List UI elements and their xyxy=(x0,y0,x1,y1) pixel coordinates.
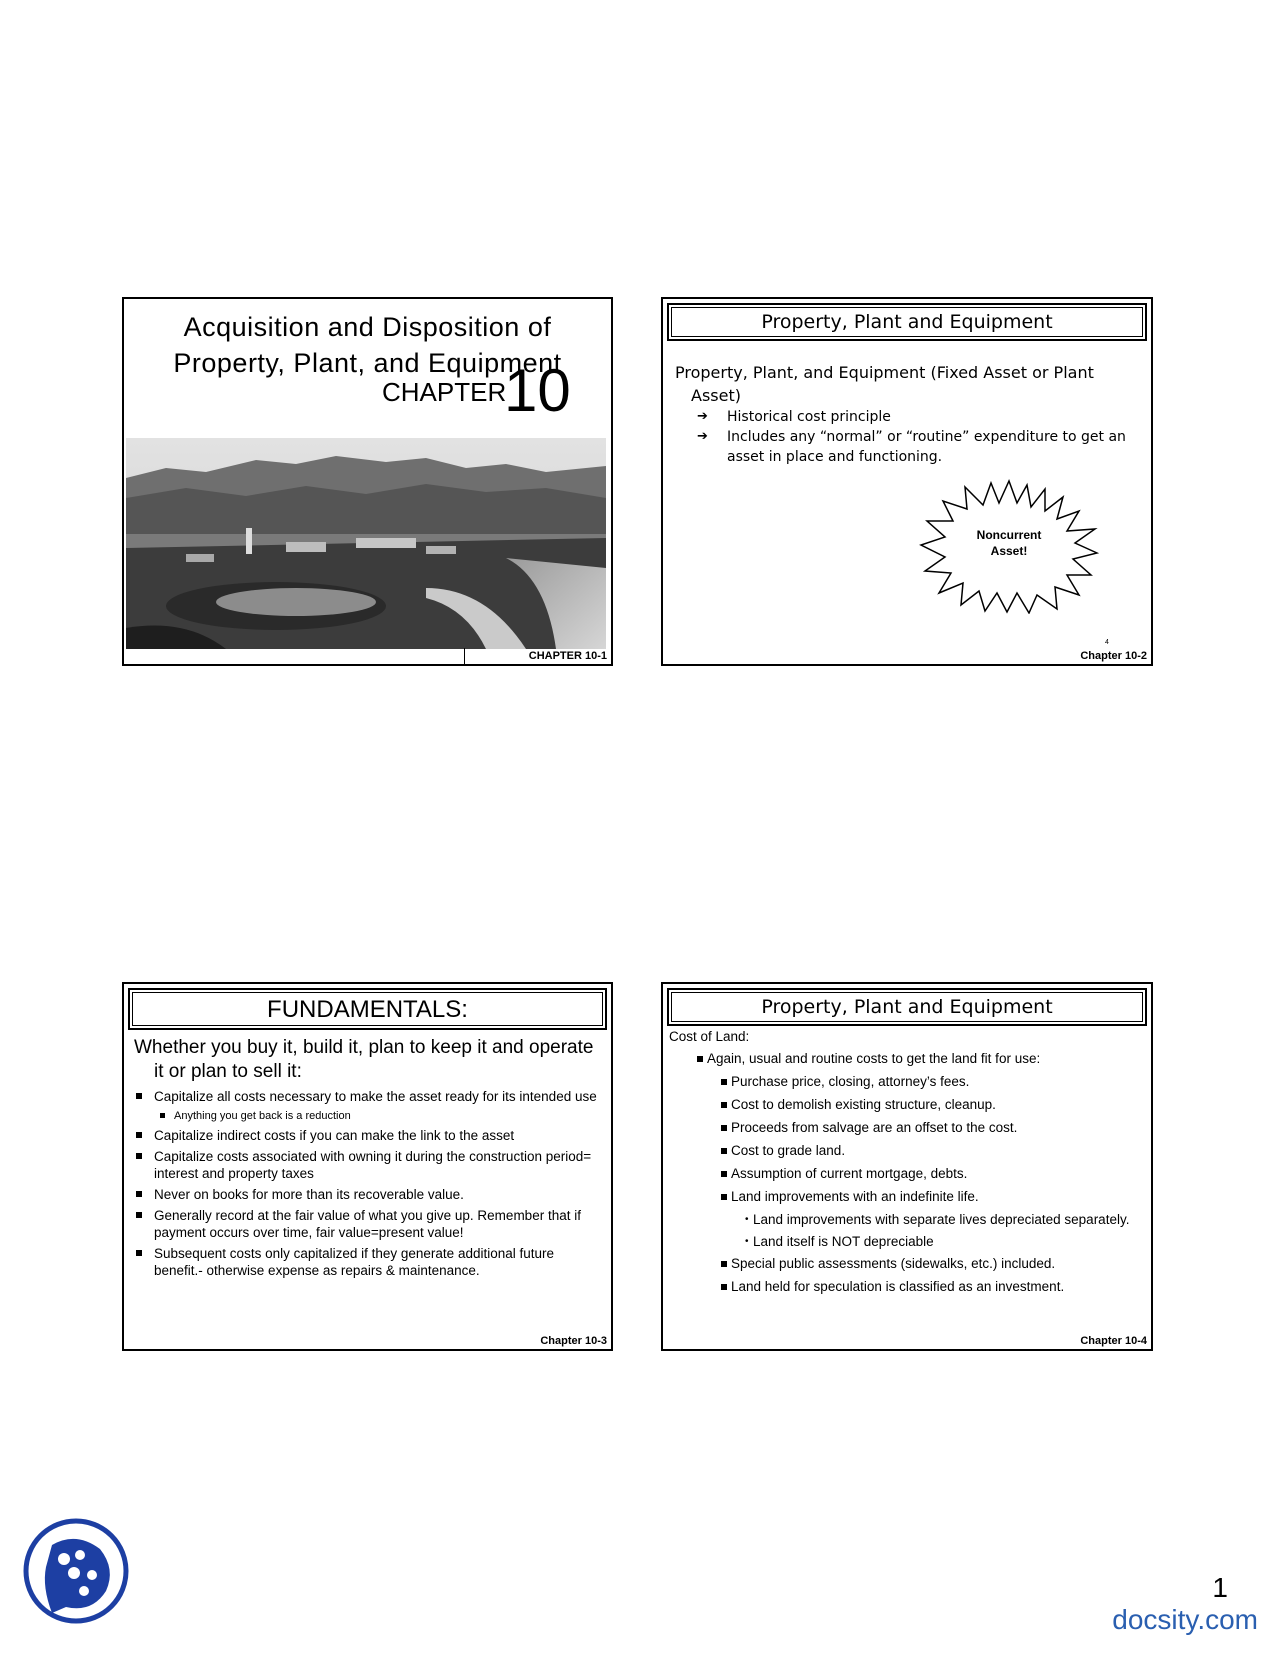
docsity-logo-image xyxy=(22,1517,130,1625)
main-point: Property, Plant, and Equipment (Fixed Asset or Plant Asset) xyxy=(675,363,1094,405)
list-item: Anything you get back is a reduction xyxy=(134,1109,597,1123)
slide-ppe-definition xyxy=(661,297,1153,666)
slide-footer: Chapter 10-2 xyxy=(1080,650,1147,662)
arrow-right-icon: ➔ xyxy=(697,429,708,444)
small-number: 4 xyxy=(1105,639,1109,646)
slide-header: Property, Plant and Equipment xyxy=(667,988,1147,1026)
list-item: Never on books for more than its recoverable value. xyxy=(134,1186,597,1203)
lead-text: Whether you buy it, build it, plan to keep it and operate it or plan to sell it: xyxy=(134,1037,594,1082)
slide-body xyxy=(675,361,1139,467)
footer-divider xyxy=(464,648,465,664)
slide-footer: Chapter 10-3 xyxy=(540,1335,607,1347)
slide-footer: Chapter 10-4 xyxy=(1080,1335,1147,1347)
list-item: Cost of Land: xyxy=(669,1029,750,1044)
slide-title: Acquisition and Disposition of Property, Plant, and Equipment xyxy=(173,312,562,378)
brand-link[interactable]: docsity.com xyxy=(1112,1604,1258,1635)
bullet-item: ➔ Historical cost principle xyxy=(697,409,891,425)
list-item: Cost to grade land. xyxy=(669,1142,1143,1159)
list-item: Generally record at the fair value of what you give up. Remember that if payment occurs over time, fair value=present value! xyxy=(134,1207,597,1241)
page-number: 1 xyxy=(1212,1572,1228,1603)
docsity-logo-icon xyxy=(22,1517,130,1625)
arrow-right-icon: ➔ xyxy=(697,409,708,424)
slide-header: Property, Plant and Equipment xyxy=(667,303,1147,341)
landscape-photo-image xyxy=(126,438,606,649)
slide-cost-of-land xyxy=(661,982,1153,1351)
list-item: Assumption of current mortgage, debts. xyxy=(669,1165,1143,1182)
chapter-number: 10 xyxy=(504,357,571,424)
list-item: Capitalize costs associated with owning it during the construction period= interest and property taxes xyxy=(134,1148,597,1182)
list-item: Again, usual and routine costs to get the land fit for use: xyxy=(669,1050,1143,1067)
list-item: Special public assessments (sidewalks, etc.) included. xyxy=(669,1255,1143,1272)
list-item: Proceeds from salvage are an offset to the cost. xyxy=(669,1119,1143,1136)
fundamentals-list xyxy=(134,1088,597,1279)
burst-line-1: Noncurrent xyxy=(976,528,1042,542)
list-item: Cost to demolish existing structure, cleanup. xyxy=(669,1096,1143,1113)
list-item: Purchase price, closing, attorney’s fees. xyxy=(669,1073,1143,1090)
list-item: Subsequent costs only capitalized if they generate additional future benefit.- otherwise expense as repairs & maintenance. xyxy=(134,1245,597,1279)
list-item: Land held for speculation is classified as an investment. xyxy=(669,1278,1143,1295)
slide-fundamentals xyxy=(122,982,613,1351)
slide-body xyxy=(134,1036,597,1283)
slide-body xyxy=(669,1028,1143,1301)
slide-chapter-title xyxy=(122,297,613,666)
list-item: • Land improvements with separate lives depreciated separately. xyxy=(669,1211,1143,1228)
list-item: Capitalize all costs necessary to make the asset ready for its intended use xyxy=(134,1088,597,1105)
campus-photo xyxy=(126,438,606,649)
bullet-item: ➔ Includes any “normal” or “routine” expenditure to get an asset in place and functioning. xyxy=(697,429,1126,465)
chapter-word: CHAPTER xyxy=(382,377,507,407)
burst-line-2: Asset! xyxy=(990,544,1028,558)
noncurrent-asset-burst xyxy=(919,479,1099,614)
slide-header: FUNDAMENTALS: xyxy=(128,988,607,1030)
list-item: Capitalize indirect costs if you can make the link to the asset xyxy=(134,1127,597,1144)
slide-footer: CHAPTER 10-1 xyxy=(528,650,607,662)
list-item: Land improvements with an indefinite life. xyxy=(669,1188,1143,1205)
list-item: • Land itself is NOT depreciable xyxy=(669,1233,1143,1250)
